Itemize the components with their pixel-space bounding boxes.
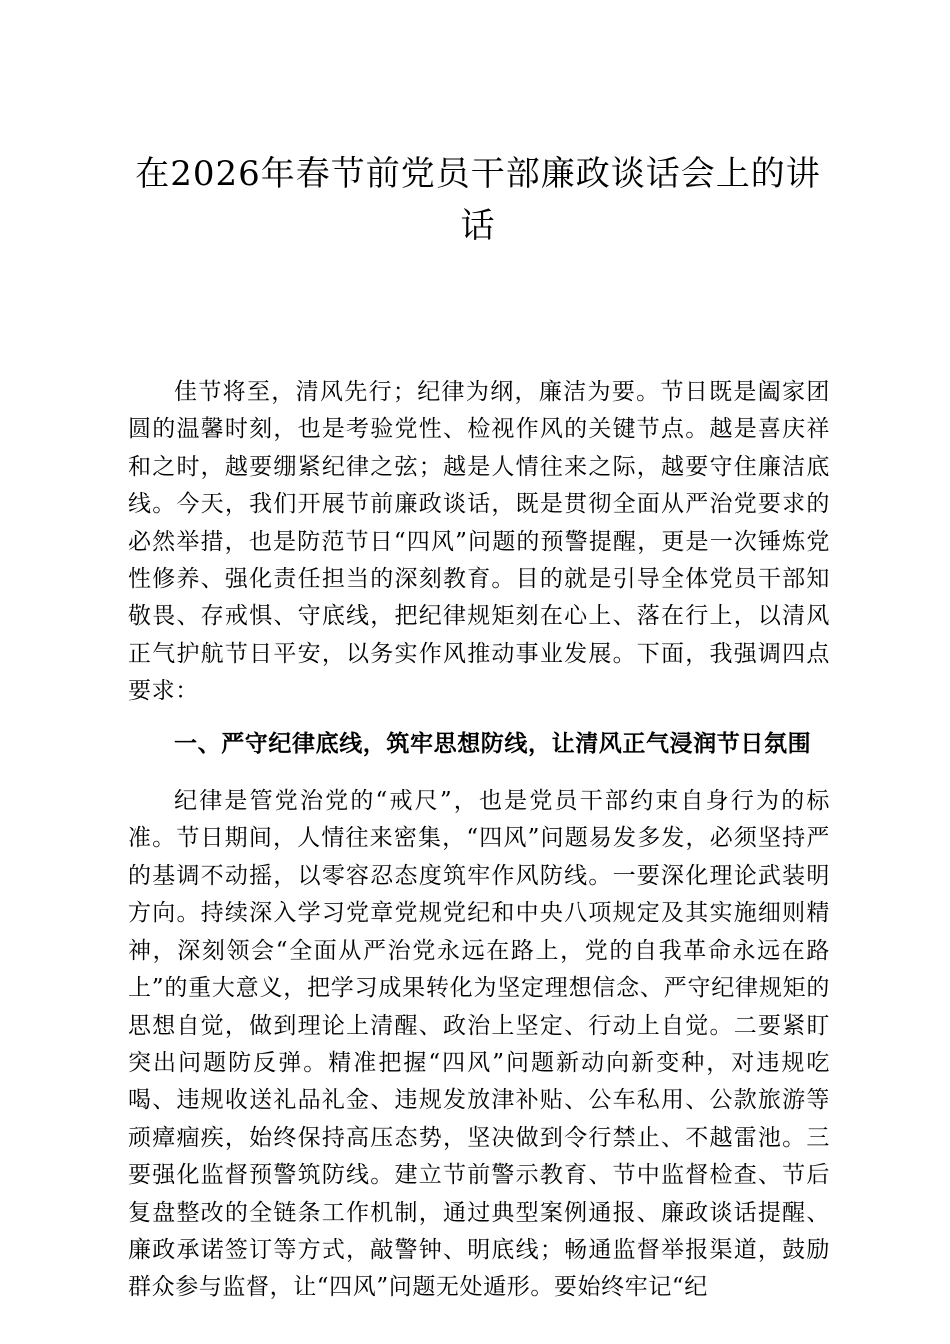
document-body [128, 374, 830, 1307]
section-1-heading: 一、严守纪律底线，筑牢思想防线，让清风正气浸润节日氛围 [174, 729, 812, 757]
intro-paragraph: 佳节将至，清风先行；纪律为纲，廉洁为要。节日既是阖家团圆的温馨时刻，也是考验党性、检视作风的关键节点。越是喜庆祥和之时，越要绷紧纪律之弦；越是人情往来之际，越要守住廉洁底线。今天，我们开展节前廉政谈话，既是贯彻全面从严治党要求的必然举措，也是防范节日“四风”问题的预警提醒，更是一次锤炼党性修养、强化责任担当的深刻教育。目的就是引导全体党员干部知敬畏、存戒惧、守底线，把纪律规矩刻在心上、落在行上，以清风正气护航节日平安，以务实作风推动事业发展。下面，我强调四点要求： [128, 379, 830, 705]
section-1-paragraph: 纪律是管党治党的“戒尺”，也是党员干部约束自身行为的标准。节日期间，人情往来密集，“四风”问题易发多发，必须坚持严的基调不动摇，以零容忍态度筑牢作风防线。一要深化理论武装明方向。持续深入学习党章党规党纪和中央八项规定及其实施细则精神，深刻领会“全面从严治党永远在路上，党的自我革命永远在路上”的重大意义，把学习成果转化为坚定理想信念、严守纪律规矩的思想自觉，做到理论上清醒、政治上坚定、行动上自觉。二要紧盯突出问题防反弹。精准把握“四风”问题新动向新变种，对违规吃喝、违规收送礼品礼金、违规发放津补贴、公车私用、公款旅游等顽瘴痼疾，始终保持高压态势，坚决做到令行禁止、不越雷池。三要强化监督预警筑防线。建立节前警示教育、节中监督检查、节后复盘整改的全链条工作机制，通过典型案例通报、廉政谈话提醒、廉政承诺签订等方式，敲警钟、明底线；畅通监督举报渠道，鼓励群众参与监督，让“四风”问题无处遁形。要始终牢记“纪 [128, 788, 830, 1301]
document-title: 在2026年春节前党员干部廉政谈话会上的讲话 [135, 154, 821, 246]
